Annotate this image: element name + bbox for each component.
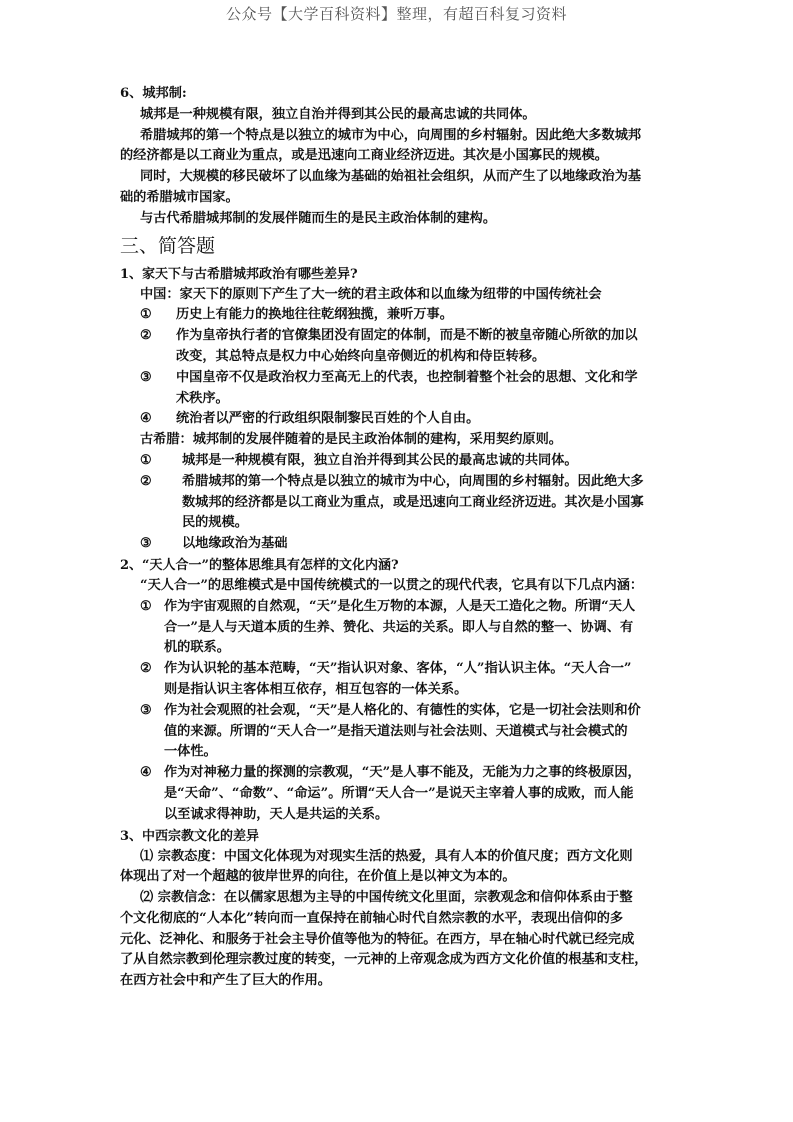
item-line: 改变，其总特点是权力中心始终向皇帝侧近的机构和侍臣转移。 xyxy=(176,348,546,364)
q3-p2-line: 元化、泛神化、和服务于社会主导价值等他为的特征。在西方，早在轴心时代就已经完成 xyxy=(120,931,635,947)
item-number: ④ xyxy=(140,765,152,781)
item-line: 数城邦的经济都是以工商业为重点，或是迅速向工商业经济迈进。其次是小国寡 xyxy=(182,494,644,510)
q1-greece-item xyxy=(120,472,680,534)
item-line: 作为宇宙观照的自然观，“天”是化生万物的本源，人是天工造化之物。所谓“天人 xyxy=(164,598,636,614)
item-line: 则是指认识主客体相互依存，相互包容的一体关系。 xyxy=(164,681,468,697)
item-line: 术秩序。 xyxy=(176,390,229,406)
q2-intro: “天人合一”的思维模式是中国传统模式的一以贯之的现代代表，它具有以下几点内涵： xyxy=(140,577,644,593)
item-line: 一体性。 xyxy=(164,744,217,760)
q3-p2-line: 个文化彻底的“人本化”转向而一直保持在前轴心时代自然宗教的水平，表现出信仰的多 xyxy=(120,910,624,926)
item-number: ② xyxy=(140,473,152,489)
document-body xyxy=(120,84,680,992)
item-line: 合一”是人与天道本质的生养、赞化、共运的关系。即人与自然的整一、协调、有 xyxy=(164,619,634,635)
item-line: 中国皇帝不仅是政治权力至高无上的代表，也控制着整个社会的思想、文化和学 xyxy=(176,369,638,385)
item-number: ③ xyxy=(140,369,152,385)
item-number: ① xyxy=(140,598,152,614)
item-line: 民的规模。 xyxy=(182,515,248,531)
section3-title: 三、简答题 xyxy=(120,234,216,257)
q1-greece-intro: 古希腊：城邦制的发展伴随着的是民主政治体制的建构，采用契约原则。 xyxy=(140,432,562,448)
item-line: 作为社会观照的社会观，“天”是人格化的、有德性的实体，它是一切社会法则和价 xyxy=(164,702,641,718)
watermark-header: 公众号【大学百科资料】整理，有超百科复习资料 xyxy=(225,5,567,23)
q3-p2-line: 在西方社会中和产生了巨大的作用。 xyxy=(120,973,331,989)
section6-line: 的经济都是以工商业为重点，或是迅速向工商业经济迈进。其次是小国寡民的规模。 xyxy=(120,148,608,164)
q1-greece-item xyxy=(120,451,680,472)
item-line: 作为皇帝执行者的官僚集团没有固定的体制，而是不断的被皇帝随心所欲的加以 xyxy=(176,328,638,344)
item-line: 机的联系。 xyxy=(164,640,230,656)
section6-line: 希腊城邦的第一个特点是以独立的城市为中心，向周围的乡村辐射。因此绝大多数城邦 xyxy=(140,127,642,143)
q3-p2-line: 了从自然宗教到伦理宗教过度的转变，一元神的上帝观念成为西方文化价值的根基和支柱， xyxy=(120,952,648,968)
item-line: 值的来源。所谓的“天人合一”是指天道法则与社会法则、天道模式与社会模式的 xyxy=(164,723,628,739)
q1-china-item xyxy=(120,409,680,430)
item-line: 城邦是一种规模有限，独立自治并得到其公民的最高忠诚的共同体。 xyxy=(182,452,578,468)
q2-title: 2、“天人合一”的整体思维具有怎样的文化内涵? xyxy=(120,557,399,573)
q2-item xyxy=(120,763,680,825)
item-line: 以地缘政治为基础 xyxy=(182,536,288,552)
section6-heading: 6、城邦制: xyxy=(120,86,187,101)
section6-line: 础的希腊城市国家。 xyxy=(120,189,239,205)
item-number: ③ xyxy=(140,536,152,552)
item-number: ① xyxy=(140,452,152,468)
item-number: ③ xyxy=(140,702,152,718)
q3-p2-line: ⑵ 宗教信念：在以儒家思想为主导的中国传统文化里面，宗教观念和信仰体系由于整 xyxy=(140,890,633,906)
q3-p1-line: ⑴ 宗教态度：中国文化体现为对现实生活的热爱，具有人本的价值尺度；西方文化则 xyxy=(140,848,633,864)
section6-line: 与古代希腊城邦制的发展伴随而生的是民主政治体制的建构。 xyxy=(140,210,497,226)
item-number: ② xyxy=(140,328,152,344)
q1-title: 1、家天下与古希腊城邦政治有哪些差异? xyxy=(120,266,358,282)
q3-title: 3、中西宗教文化的差异 xyxy=(120,828,260,844)
item-line: 作为认识轮的基本范畴，“天”指认识对象、客体，“人”指认识主体。“天人合一” xyxy=(164,661,632,677)
item-line: 作为对神秘力量的探测的宗教观，“天”是人事不能及，无能为力之事的终极原因， xyxy=(164,765,641,781)
q3-p1-line: 体现出了对一个超越的彼岸世界的向往，在价值上是以神文为本的。 xyxy=(120,869,516,885)
item-line: 历史上有能力的换地往往乾纲独揽，兼听万事。 xyxy=(176,307,453,323)
q1-china-item xyxy=(120,326,680,368)
item-line: 是“天命”、“命数”、“命运”。所谓“天人合一”是说天主宰着人事的成败，而人能 xyxy=(164,785,634,801)
item-line: 以至诚求得神助，天人是共运的关系。 xyxy=(164,806,389,822)
q2-item xyxy=(120,701,680,763)
q1-greece-item xyxy=(120,534,680,555)
section6-line: 同时，大规模的移民破坏了以血缘为基础的始祖社会组织，从而产生了以地缘政治为基 xyxy=(140,169,642,185)
q1-china-item xyxy=(120,368,680,410)
q1-china-intro: 中国：家天下的原则下产生了大一统的君主政体和以血缘为纽带的中国传统社会 xyxy=(140,286,602,302)
item-line: 希腊城邦的第一个特点是以独立的城市为中心，向周围的乡村辐射。因此绝大多 xyxy=(182,473,644,489)
section6-line: 城邦是一种规模有限，独立自治并得到其公民的最高忠诚的共同体。 xyxy=(140,106,536,122)
q2-item xyxy=(120,659,680,701)
q2-item xyxy=(120,597,680,659)
item-number: ② xyxy=(140,661,152,677)
item-number: ④ xyxy=(140,411,152,427)
item-line: 统治者以严密的行政组织限制黎民百姓的个人自由。 xyxy=(176,411,480,427)
q1-china-item xyxy=(120,305,680,326)
item-number: ① xyxy=(140,307,152,323)
